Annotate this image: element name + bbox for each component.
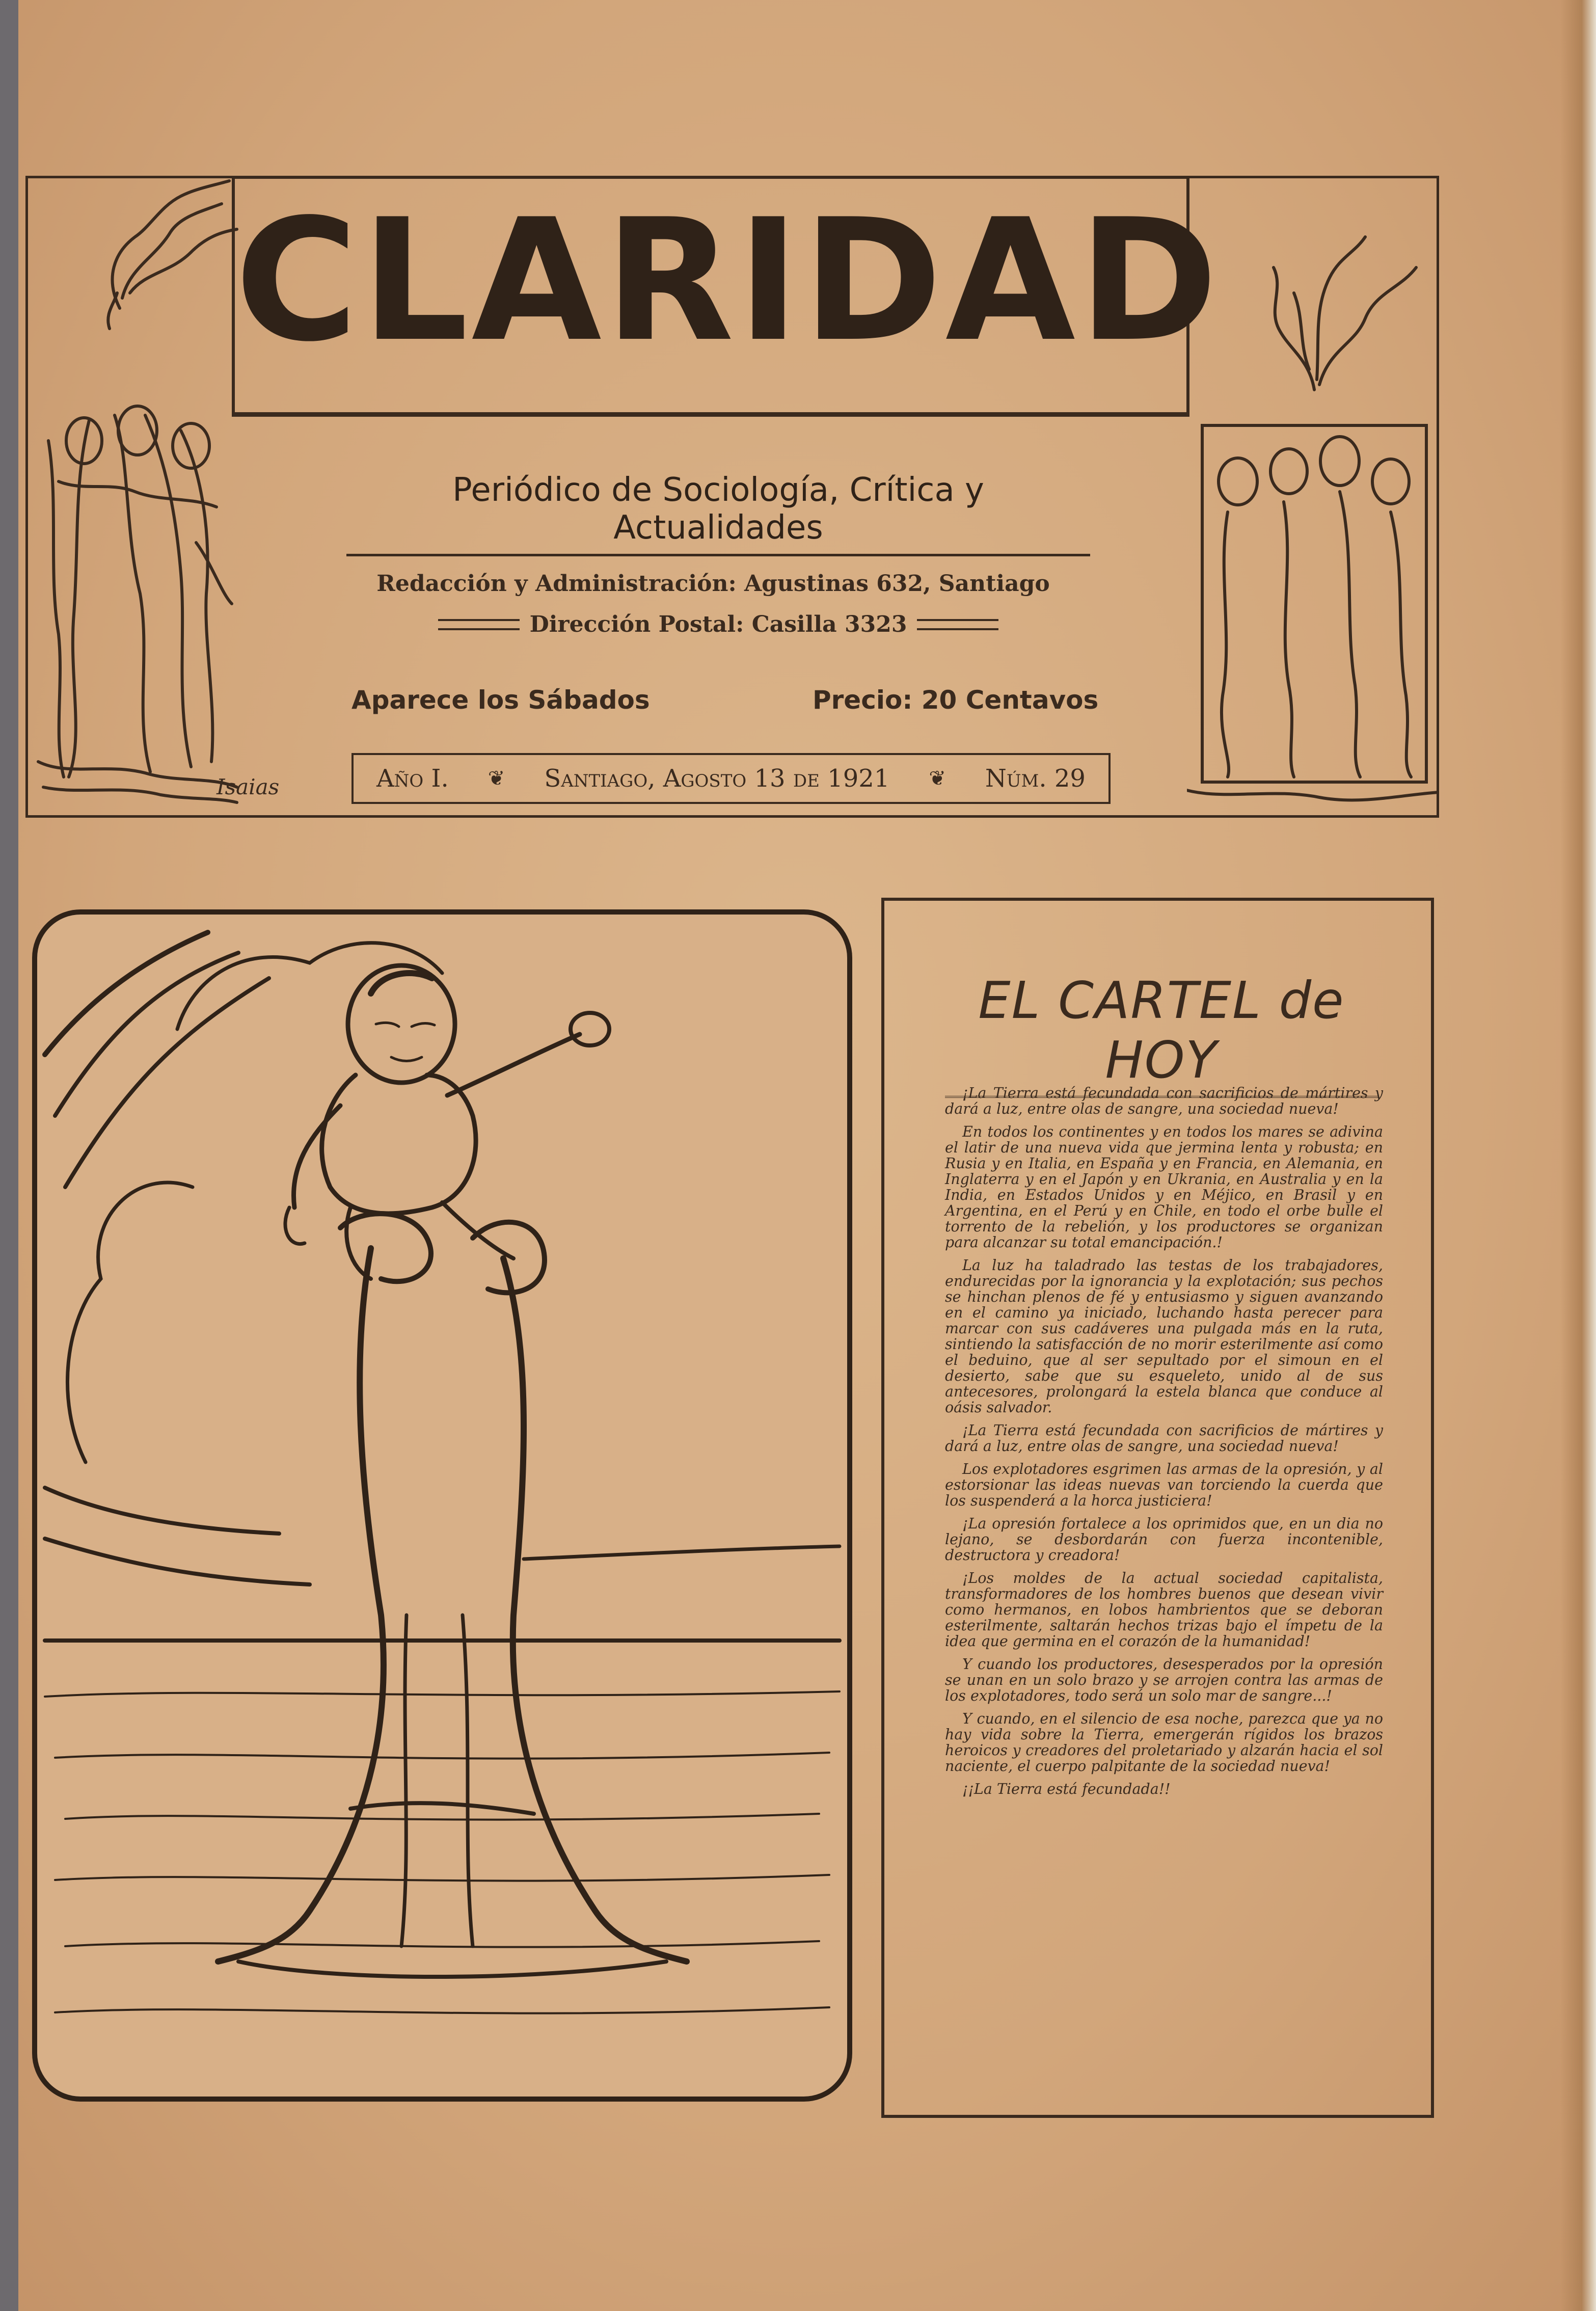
cartel-paragraph: ¡La opresión fortalece a los oprimidos que, en un dia no lejano, se desbordarán con fuerza incontenible, destructora y creadora!	[945, 1515, 1383, 1564]
masthead-divider	[232, 414, 1189, 417]
fleuron-icon: ❦	[929, 767, 946, 790]
left-allegorical-figures-illustration	[28, 176, 242, 818]
cartel-body	[945, 1085, 1383, 1804]
cartel-paragraph: ¡¡La Tierra está fecundada!!	[962, 1781, 1171, 1797]
scan-binding-edge	[0, 0, 18, 2311]
artist-signature: Isaias	[217, 774, 280, 799]
cartel-paragraph: ¡La Tierra está fecundada con sacrificios de mártires y dará a luz, entre olas de sangre, una sociedad nueva!	[945, 1085, 1383, 1117]
cartel-paragraph: Y cuando los productores, desesperados por la opresión se unan en un solo brazo y se arrojen contra las armas de los explotadores, todo será un solo mar de sangre...!	[945, 1656, 1383, 1704]
right-allegorical-figures-illustration	[1187, 176, 1439, 818]
cartel-paragraph: Los explotadores esgrimen las armas de la opresión, y al estorsionar las ideas nuevas van torciendo la cuerda que los suspenderá a la horca justiciera!	[945, 1461, 1383, 1509]
masthead-subtitle: Periódico de Sociología, Crítica y Actualidades	[346, 471, 1090, 556]
publication-frequency: Aparece los Sábados	[351, 685, 650, 715]
child-on-arms-illustration	[24, 902, 860, 2109]
double-rule-left	[438, 619, 520, 630]
dateline-number: Núm. 29	[985, 764, 1086, 793]
masthead-title-box	[232, 176, 1221, 415]
cartel-paragraph: La luz ha taladrado las testas de los trabajadores, endurecidas por la ignorancia y la explotación; sus pechos se hinchan plenos de fé y entusiasmo y siguen avanzando en el camino ya iniciado, luchando hasta perecer para marcar con sus cadáveres una pulgada más en la ruta, sintiendo la satisfacción de no morir esterilmente así como el beduino, que al ser sepultado por el simoun en el desierto, sabe que su esqueleto, unido al de sus antecesores, prolongará la estela blanca que conduce al oásis salvador.	[945, 1257, 1383, 1416]
direccion-postal: Dirección Postal: Casilla 3323	[529, 611, 907, 637]
dateline-box	[351, 753, 1111, 804]
cartel-paragraph: ¡La Tierra está fecundada con sacrificios de mártires y dará a luz, entre olas de sangre, una sociedad nueva!	[945, 1422, 1383, 1455]
cartel-title: EL CARTEL de HOY	[945, 971, 1378, 1098]
cartel-paragraph: ¡Los moldes de la actual sociedad capitalista, transformadores de los hombres buenos que desean vivir como hermanos, en lobos hambrientos que se deboran esterilmente, saltarán hechos trizas bajo el ímpetu de la idea que germina en el corazón de la humanidad!	[945, 1570, 1383, 1650]
price: Precio: 20 Centavos	[813, 685, 1099, 715]
dateline-date: Santiago, Agosto 13 de 1921	[544, 764, 890, 793]
direccion-row	[438, 611, 998, 637]
double-rule-right	[917, 619, 998, 630]
fleuron-icon: ❦	[488, 767, 505, 790]
masthead-title: CLARIDAD	[235, 183, 1221, 379]
dateline-year: Año I.	[376, 764, 449, 793]
page-edge-shadow	[1560, 0, 1596, 2311]
redaccion-address: Redacción y Administración: Agustinas 632, Santiago	[376, 571, 1050, 597]
cartel-paragraph: Y cuando, en el silencio de esa noche, parezca que ya no hay vida sobre la Tierra, emergerán rígidos los brazos heroicos y creadores del proletariado y alzarán hacia el sol naciente, el cuerpo palpitante de la sociedad nueva!	[945, 1710, 1383, 1775]
cartel-paragraph: En todos los continentes y en todos los mares se adivina el latir de una nueva vida que jermina lenta y robusta; en Rusia y en Italia, en España y en Francia, en Alemania, en Inglaterra y en el Japón y en Ukrania, en Australia y en la India, en Estados Unidos y en Méjico, en Brasil y en Argentina, en el Perú y en Chile, en todo el orbe bulle el torrento de la rebelión, y los productores se organizan para alcanzar su total emancipación.!	[945, 1123, 1383, 1251]
